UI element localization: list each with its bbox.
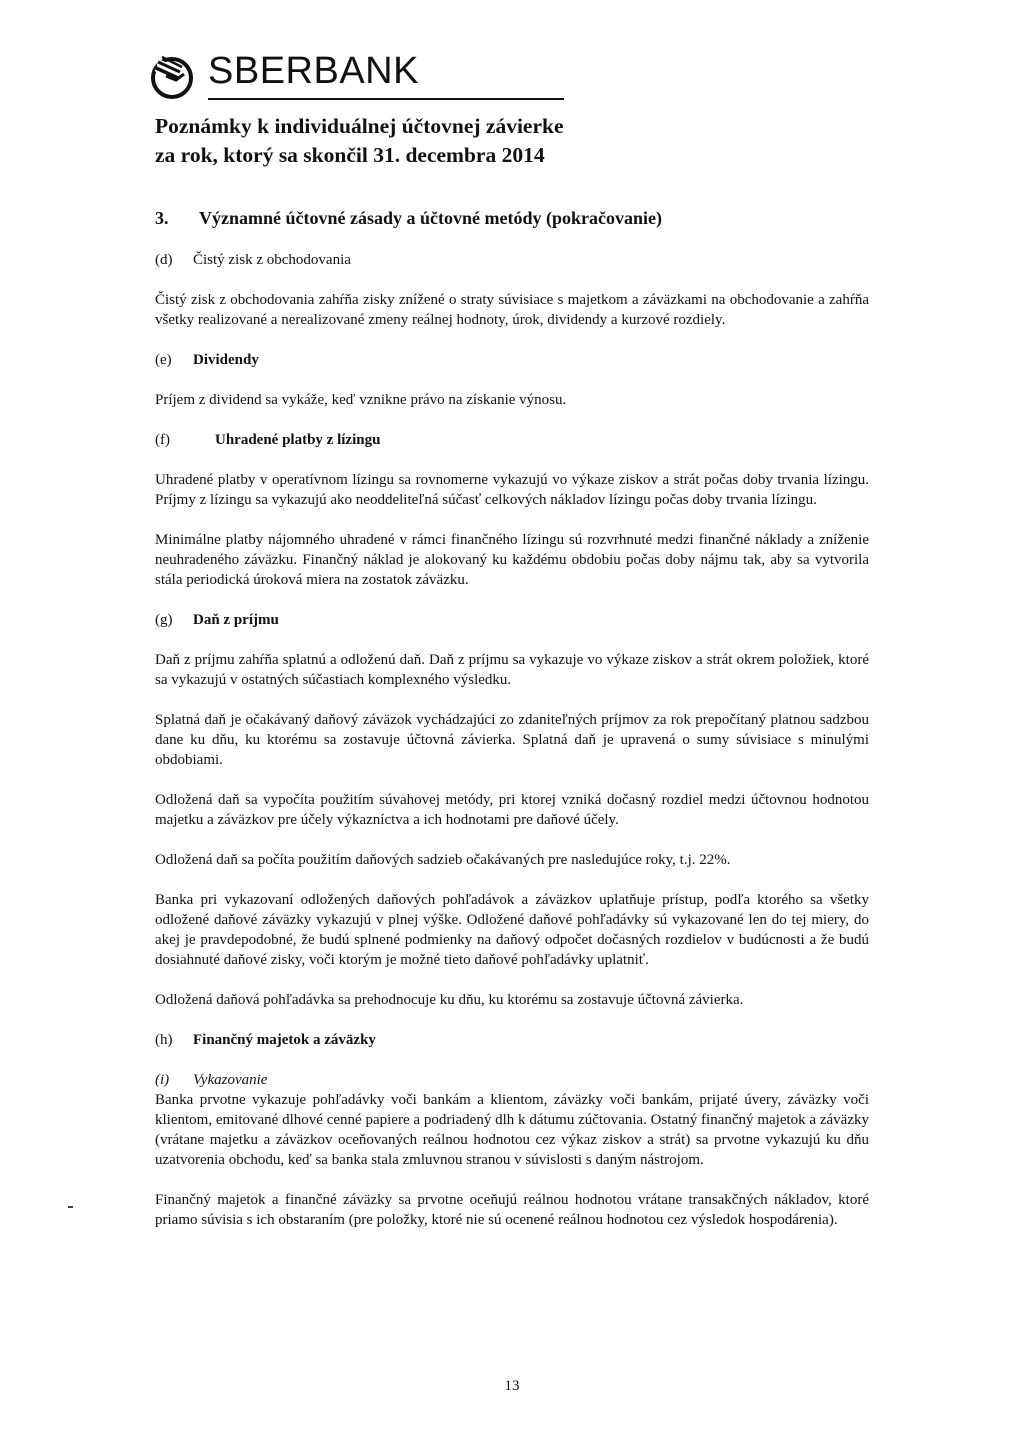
heading-g-title: Daň z príjmu <box>193 612 279 628</box>
paragraph-h-1: Banka prvotne vykazuje pohľadávky voči bankám a klientom, záväzky voči bankám, prijaté úvery, záväzky voči klientom, emitované dlhové cenné papiere a podriadený dlh k dátumu zúčtovania. Ostatný finančný majetok a záväzky (vrátane majetku a záväzkov oceňovaných reálnou hodnotou cez výkaz ziskov a strát) sa prvotne vykazujú ku dňu uzatvorenia obchodu, keď sa banka stala zmluvnou stranou v súvislosti s daným nástrojom. <box>155 1092 869 1168</box>
heading-h-title: Finančný majetok a záväzky <box>193 1032 376 1048</box>
subheading-h-i-title: Vykazovanie <box>193 1072 268 1088</box>
sberbank-logo-icon <box>148 54 198 100</box>
scan-mark <box>68 1206 73 1208</box>
notes-content <box>155 208 869 1230</box>
paragraph-g-6: Odložená daňová pohľadávka sa prehodnocuje ku dňu, ku ktorému sa zostavuje účtovná závierka. <box>155 992 744 1008</box>
brand-underline <box>208 98 564 100</box>
paragraph-g-2: Splatná daň je očakávaný daňový záväzok vychádzajúci zo zdaniteľných príjmov za rok prepočítaný platnou sadzbou dane ku dňu, ku ktorému sa zostavuje účtovná závierka. Splatná daň je upravená o sumy súvisiace s minulými obdobiami. <box>155 712 869 768</box>
report-title <box>155 112 755 170</box>
paragraph-g-3: Odložená daň sa vypočíta použitím súvahovej metódy, pri ktorej vzniká dočasný rozdiel medzi účtovnou hodnotou majetku a záväzkov pre účely výkazníctva a ich hodnotami pre daňové účely. <box>155 792 869 828</box>
paragraph-f-1: Uhradené platby v operatívnom lízingu sa rovnomerne vykazujú vo výkaze ziskov a strát počas doby trvania lízingu. Príjmy z lízingu sa vykazujú ako neoddeliteľná súčasť celkových nákladov lízingu počas doby trvania lízingu. <box>155 472 869 508</box>
heading-f-letter: (f) <box>155 432 170 448</box>
report-title-line-2: za rok, ktorý sa skončil 31. decembra 2014 <box>155 143 545 167</box>
report-title-line-1: Poznámky k individuálnej účtovnej závierke <box>155 114 564 138</box>
heading-g <box>155 610 869 630</box>
subheading-h-i-numeral: (i) <box>155 1072 170 1088</box>
paragraph-d-1: Čistý zisk z obchodovania zahŕňa zisky znížené o straty súvisiace s majetkom a záväzkami na obchodovanie a zahŕňa všetky realizované a nerealizované zmeny reálnej hodnoty, úrok, dividendy a kurzové rozdiely. <box>155 292 869 328</box>
sberbank-logo <box>148 52 418 102</box>
paragraph-g-4: Odložená daň sa počíta použitím daňových sadzieb očakávaných pre nasledujúce roky, t.j. 22%. <box>155 852 731 868</box>
paragraph-g-1: Daň z príjmu zahŕňa splatnú a odloženú daň. Daň z príjmu sa vykazuje vo výkaze ziskov a strát okrem položiek, ktoré sa vykazujú v ostatných súčastiach komplexného výsledku. <box>155 652 869 688</box>
heading-e-letter: (e) <box>155 352 172 368</box>
heading-g-letter: (g) <box>155 612 173 628</box>
section-heading <box>155 208 869 234</box>
brand-name: SBERBANK <box>208 50 419 92</box>
subheading-h-i <box>155 1070 869 1090</box>
paragraph-g-5: Banka pri vykazovaní odložených daňových pohľadávok a záväzkov uplatňuje prístup, podľa ktorého sa všetky odložené daňové záväzky vykazujú v plnej výške. Odložené daňové pohľadávky sú vykazované len do tej miery, do akej je pravdepodobné, že budú splnené podmienky na daňový odpočet dočasných rozdielov v budúcnosti a že budú dosiahnuté daňové zisky, voči ktorým je možné tieto daňové pohľadávky uplatniť. <box>155 892 869 968</box>
heading-h-letter: (h) <box>155 1032 173 1048</box>
paragraph-e-1: Príjem z dividend sa vykáže, keď vznikne právo na získanie výnosu. <box>155 392 567 408</box>
heading-d-letter: (d) <box>155 252 173 268</box>
page-number: 13 <box>504 1378 520 1394</box>
paragraph-h-2: Finančný majetok a finančné záväzky sa prvotne oceňujú reálnou hodnotou vrátane transakčných nákladov, ktoré priamo súvisia s ich obstaraním (pre položky, ktoré nie sú ocenené reálnou hodnotou cez výsledok hospodárenia). <box>155 1192 869 1228</box>
heading-e-title: Dividendy <box>193 352 259 368</box>
heading-d <box>155 250 869 270</box>
heading-h <box>155 1030 869 1050</box>
section-title: Významné účtovné zásady a účtovné metódy (pokračovanie) <box>199 208 662 228</box>
section-number: 3. <box>155 208 169 228</box>
heading-f-title: Uhradené platby z lízingu <box>215 432 381 448</box>
paragraph-f-2: Minimálne platby nájomného uhradené v rámci finančného lízingu sú rozvrhnuté medzi finančné náklady a zníženie neuhradeného záväzku. Finančný náklad je alokovaný ku každému obdobiu počas doby nájmu tak, aby sa vytvorila stála periodická úroková miera na zostatok záväzku. <box>155 532 869 588</box>
heading-d-title: Čistý zisk z obchodovania <box>193 252 351 268</box>
heading-f <box>155 430 869 450</box>
heading-e <box>155 350 869 370</box>
